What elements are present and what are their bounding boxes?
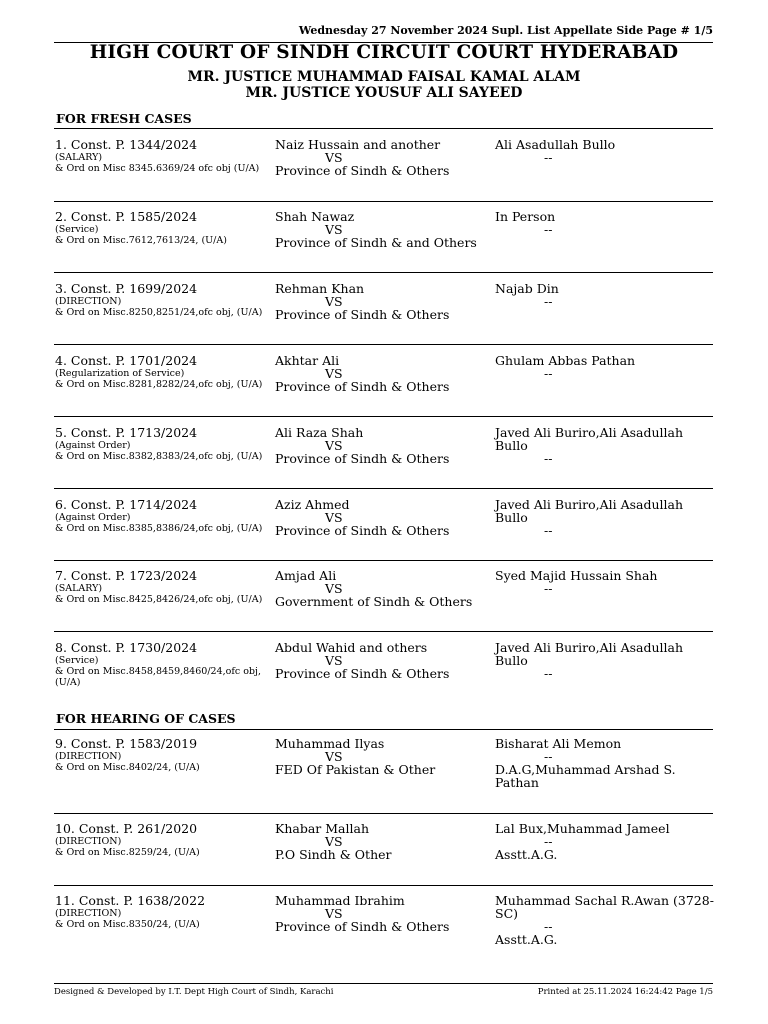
counsel-separator: -- bbox=[544, 294, 553, 309]
parties-column bbox=[275, 822, 490, 861]
counsel-column bbox=[495, 822, 715, 861]
counsel-separator: -- bbox=[544, 366, 553, 381]
case-divider bbox=[54, 201, 713, 202]
case-divider bbox=[54, 631, 713, 632]
justice-name-1: MR. JUSTICE MUHAMMAD FAISAL KAMAL ALAM bbox=[187, 69, 581, 85]
counsel-petitioner: Ghulam Abbas Pathan bbox=[495, 353, 636, 368]
respondent: Government of Sindh & Others bbox=[275, 594, 473, 609]
counsel-column bbox=[495, 210, 715, 236]
section-heading-fresh: FOR FRESH CASES bbox=[56, 111, 192, 126]
counsel-column bbox=[495, 138, 715, 164]
page-footer bbox=[54, 983, 713, 997]
counsel-petitioner: Muhammad Sachal R.Awan (3728-SC) bbox=[495, 893, 714, 921]
counsel-column bbox=[495, 737, 715, 789]
counsel-column bbox=[495, 894, 715, 946]
versus-label: VS bbox=[325, 222, 343, 237]
counsel-separator: -- bbox=[544, 666, 553, 681]
counsel-petitioner: Javed Ali Buriro,Ali Asadullah Bullo bbox=[495, 640, 684, 668]
counsel-respondent: Asstt.A.G. bbox=[495, 932, 558, 947]
case-number: 1. Const. P. 1344/2024 bbox=[55, 137, 198, 152]
case-order: & Ord on Misc.8350/24, (U/A) bbox=[55, 919, 200, 930]
counsel-separator: -- bbox=[544, 749, 553, 764]
respondent: Province of Sindh & Others bbox=[275, 379, 450, 394]
case-order: & Ord on Misc.8281,8282/24,ofc obj, (U/A) bbox=[55, 379, 263, 390]
case-number-column bbox=[55, 641, 273, 688]
counsel-separator: -- bbox=[544, 581, 553, 596]
petitioner: Naiz Hussain and another bbox=[275, 137, 441, 152]
counsel-column bbox=[495, 354, 715, 380]
petitioner: Amjad Ali bbox=[275, 568, 337, 583]
case-number-column bbox=[55, 426, 273, 462]
case-order: & Ord on Misc.8402/24, (U/A) bbox=[55, 762, 200, 773]
respondent: Province of Sindh & and Others bbox=[275, 235, 477, 250]
counsel-separator: -- bbox=[544, 834, 553, 849]
parties-column bbox=[275, 894, 490, 933]
petitioner: Muhammad Ibrahim bbox=[275, 893, 405, 908]
case-number: 8. Const. P. 1730/2024 bbox=[55, 640, 198, 655]
case-order: & Ord on Misc.8458,8459,8460/24,ofc obj, (U/A) bbox=[55, 666, 261, 688]
case-category: (Service) bbox=[55, 655, 99, 666]
counsel-column bbox=[495, 569, 715, 595]
parties-column bbox=[275, 354, 490, 393]
case-number-column bbox=[55, 282, 273, 318]
respondent: Province of Sindh & Others bbox=[275, 523, 450, 538]
case-number-column bbox=[55, 138, 273, 174]
counsel-petitioner: Javed Ali Buriro,Ali Asadullah Bullo bbox=[495, 497, 684, 525]
counsel-separator: -- bbox=[544, 919, 553, 934]
case-divider bbox=[54, 560, 713, 561]
case-category: (Against Order) bbox=[55, 512, 131, 523]
case-category: (Against Order) bbox=[55, 440, 131, 451]
case-number: 6. Const. P. 1714/2024 bbox=[55, 497, 198, 512]
justice-name-2: MR. JUSTICE YOUSUF ALI SAYEED bbox=[245, 85, 523, 101]
versus-label: VS bbox=[325, 906, 343, 921]
respondent: Province of Sindh & Others bbox=[275, 919, 450, 934]
counsel-petitioner: Ali Asadullah Bullo bbox=[495, 137, 616, 152]
parties-column bbox=[275, 426, 490, 465]
footer-print-info: Printed at 25.11.2024 16:24:42 Page 1/5 bbox=[537, 987, 713, 997]
counsel-petitioner: Javed Ali Buriro,Ali Asadullah Bullo bbox=[495, 425, 684, 453]
section-rule bbox=[54, 128, 713, 129]
petitioner: Muhammad Ilyas bbox=[275, 736, 385, 751]
case-category: (DIRECTION) bbox=[55, 296, 122, 307]
case-number-column bbox=[55, 210, 273, 246]
parties-column bbox=[275, 138, 490, 177]
case-number: 11. Const. P. 1638/2022 bbox=[55, 893, 206, 908]
section-heading-hearing: FOR HEARING OF CASES bbox=[56, 711, 236, 726]
section-rule bbox=[54, 729, 713, 730]
counsel-separator: -- bbox=[544, 222, 553, 237]
case-order: & Ord on Misc.8425,8426/24,ofc obj, (U/A) bbox=[55, 594, 263, 605]
case-order: & Ord on Misc.8259/24, (U/A) bbox=[55, 847, 200, 858]
counsel-column bbox=[495, 426, 715, 465]
case-divider bbox=[54, 344, 713, 345]
case-category: (Service) bbox=[55, 224, 99, 235]
parties-column bbox=[275, 282, 490, 321]
parties-column bbox=[275, 210, 490, 249]
respondent: P.O Sindh & Other bbox=[275, 847, 392, 862]
respondent: Province of Sindh & Others bbox=[275, 307, 450, 322]
counsel-separator: -- bbox=[544, 150, 553, 165]
case-order: & Ord on Misc.7612,7613/24, (U/A) bbox=[55, 235, 227, 246]
case-number: 10. Const. P. 261/2020 bbox=[55, 821, 198, 836]
counsel-column bbox=[495, 498, 715, 537]
respondent: Province of Sindh & Others bbox=[275, 163, 450, 178]
case-number: 4. Const. P. 1701/2024 bbox=[55, 353, 198, 368]
case-order: & Ord on Misc.8385,8386/24,ofc obj, (U/A) bbox=[55, 523, 263, 534]
petitioner: Abdul Wahid and others bbox=[275, 640, 428, 655]
versus-label: VS bbox=[325, 653, 343, 668]
case-category: (SALARY) bbox=[55, 583, 103, 594]
case-number: 2. Const. P. 1585/2024 bbox=[55, 209, 198, 224]
counsel-respondent: Asstt.A.G. bbox=[495, 847, 558, 862]
parties-column bbox=[275, 641, 490, 680]
counsel-separator: -- bbox=[544, 523, 553, 538]
versus-label: VS bbox=[325, 581, 343, 596]
case-number-column bbox=[55, 822, 273, 858]
parties-column bbox=[275, 498, 490, 537]
counsel-column bbox=[495, 282, 715, 308]
respondent: FED Of Pakistan & Other bbox=[275, 762, 436, 777]
versus-label: VS bbox=[325, 150, 343, 165]
case-number-column bbox=[55, 737, 273, 773]
case-number-column bbox=[55, 569, 273, 605]
case-category: (DIRECTION) bbox=[55, 836, 122, 847]
case-number-column bbox=[55, 498, 273, 534]
petitioner: Shah Nawaz bbox=[275, 209, 355, 224]
versus-label: VS bbox=[325, 510, 343, 525]
petitioner: Khabar Mallah bbox=[275, 821, 369, 836]
case-order: & Ord on Misc.8382,8383/24,ofc obj, (U/A) bbox=[55, 451, 263, 462]
case-number-column bbox=[55, 894, 273, 930]
footer-credit: Designed & Developed by I.T. Dept High Court of Sindh, Karachi bbox=[54, 987, 334, 997]
case-number: 7. Const. P. 1723/2024 bbox=[55, 568, 198, 583]
counsel-column bbox=[495, 641, 715, 680]
petitioner: Rehman Khan bbox=[275, 281, 365, 296]
versus-label: VS bbox=[325, 366, 343, 381]
counsel-respondent: D.A.G,Muhammad Arshad S. Pathan bbox=[495, 762, 676, 790]
counsel-petitioner: In Person bbox=[495, 209, 556, 224]
case-divider bbox=[54, 488, 713, 489]
case-category: (DIRECTION) bbox=[55, 751, 122, 762]
versus-label: VS bbox=[325, 294, 343, 309]
case-category: (DIRECTION) bbox=[55, 908, 122, 919]
petitioner: Akhtar Ali bbox=[275, 353, 340, 368]
case-divider bbox=[54, 813, 713, 814]
counsel-petitioner: Bisharat Ali Memon bbox=[495, 736, 622, 751]
case-number: 3. Const. P. 1699/2024 bbox=[55, 281, 198, 296]
case-number: 5. Const. P. 1713/2024 bbox=[55, 425, 198, 440]
petitioner: Ali Raza Shah bbox=[275, 425, 364, 440]
case-number: 9. Const. P. 1583/2019 bbox=[55, 736, 198, 751]
versus-label: VS bbox=[325, 438, 343, 453]
counsel-petitioner: Lal Bux,Muhammad Jameel bbox=[495, 821, 670, 836]
versus-label: VS bbox=[325, 749, 343, 764]
respondent: Province of Sindh & Others bbox=[275, 666, 450, 681]
case-divider bbox=[54, 885, 713, 886]
page-header-line: Wednesday 27 November 2024 Supl. List Appellate Side Page # 1/5 bbox=[54, 24, 713, 43]
case-divider bbox=[54, 416, 713, 417]
counsel-petitioner: Najab Din bbox=[495, 281, 559, 296]
counsel-petitioner: Syed Majid Hussain Shah bbox=[495, 568, 658, 583]
case-number-column bbox=[55, 354, 273, 390]
case-order: & Ord on Misc.8250,8251/24,ofc obj, (U/A) bbox=[55, 307, 263, 318]
respondent: Province of Sindh & Others bbox=[275, 451, 450, 466]
petitioner: Aziz Ahmed bbox=[275, 497, 350, 512]
parties-column bbox=[275, 569, 490, 608]
case-divider bbox=[54, 272, 713, 273]
counsel-separator: -- bbox=[544, 451, 553, 466]
case-order: & Ord on Misc 8345.6369/24 ofc obj (U/A) bbox=[55, 163, 260, 174]
parties-column bbox=[275, 737, 490, 776]
case-category: (SALARY) bbox=[55, 152, 103, 163]
versus-label: VS bbox=[325, 834, 343, 849]
court-title: HIGH COURT OF SINDH CIRCUIT COURT HYDERABAD bbox=[89, 42, 679, 63]
case-category: (Regularization of Service) bbox=[55, 368, 185, 379]
